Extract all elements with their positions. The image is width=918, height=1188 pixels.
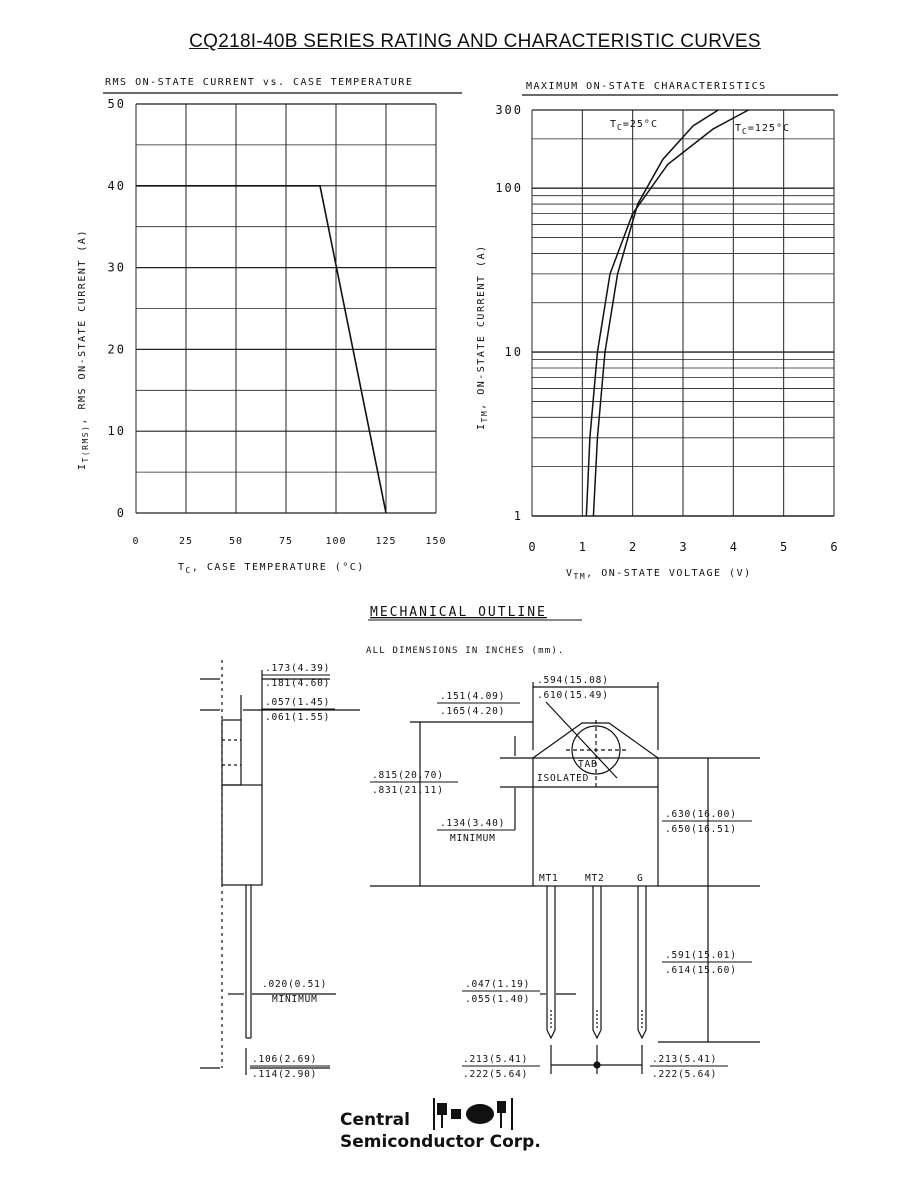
dim-lead-length-min: .591(15.01)	[665, 950, 737, 961]
logo-line2: Semiconductor Corp.	[340, 1132, 541, 1152]
dim-lead-thickness-label: MINIMUM	[272, 994, 318, 1005]
chart1-x-tick: 100	[325, 536, 347, 547]
page-title: CQ218I-40B SERIES RATING AND CHARACTERISTIC CURVES	[189, 31, 761, 52]
dim-pitch-right-max: .222(5.64)	[652, 1069, 718, 1080]
chart2-legend-125c: $T_C=125^\circ C$	[735, 123, 790, 136]
dim-body-height-min: .630(16.00)	[665, 809, 737, 820]
pin-mt2-label: MT2	[585, 873, 605, 884]
chart2-x-tick: 0	[528, 540, 536, 554]
company-logo	[340, 1092, 600, 1162]
chart1-x-tick: 25	[178, 536, 194, 547]
mechanical-heading: MECHANICAL OUTLINE	[370, 605, 547, 620]
chart2-xlabel: $V_{TM}$, ON-STATE VOLTAGE (V)	[566, 568, 752, 581]
dim-tab-min: .134(3.40)	[440, 818, 506, 829]
chart2-x-tick: 3	[679, 540, 687, 554]
dim-body-height-max: .650(16.51)	[665, 824, 737, 835]
dim-lead-width-max: .055(1.40)	[465, 994, 531, 1005]
chart1-title: RMS ON-STATE CURRENT vs. CASE TEMPERATURE	[105, 77, 414, 88]
dim-height-min: .815(20.70)	[372, 770, 444, 781]
chart2-grid	[532, 110, 834, 516]
chart1-y-tick: 30	[107, 260, 126, 275]
chart2-title: MAXIMUM ON-STATE CHARACTERISTICS	[526, 81, 767, 92]
front-view	[370, 682, 760, 1074]
mechanical-outline	[0, 590, 918, 1090]
dim-body-thickness-min: .173(4.39)	[265, 663, 331, 674]
chart2-series-25c	[593, 110, 718, 516]
chart2-ylabel: $I_{TM}$, ON-STATE CURRENT (A)	[476, 244, 489, 430]
dimension-labels	[252, 663, 737, 1080]
tab-label-line2: ISOLATED	[537, 773, 590, 784]
logo-emblem-icon	[428, 1092, 518, 1132]
chart1-y-tick: 10	[107, 424, 126, 439]
dim-hole-max: .165(4.20)	[440, 706, 506, 717]
dim-lead-width-min: .047(1.19)	[465, 979, 531, 990]
dim-tab-thickness-min: .057(1.45)	[265, 697, 331, 708]
chart1-y-tick: 20	[107, 342, 126, 357]
dim-width-max: .610(15.49)	[537, 690, 609, 701]
dim-lead-length-max: .614(15.60)	[665, 965, 737, 976]
dim-lead-offset-min: .106(2.69)	[252, 1054, 318, 1065]
chart1-ylabel: $I_{T(RMS)}$, RMS ON-STATE CURRENT (A)	[77, 229, 90, 470]
chart2-y-tick: 100	[495, 181, 523, 196]
chart2-y-tick: 1	[513, 509, 523, 523]
chart1-x-tick: 0	[132, 536, 140, 547]
pin-mt1-label: MT1	[539, 873, 559, 884]
chart-on-state	[0, 0, 918, 590]
chart2-x-tick: 4	[729, 540, 737, 554]
chart2-x-tick: 6	[830, 540, 838, 554]
chart2-x-tick: 5	[780, 540, 788, 554]
dim-pitch-left-max: .222(5.64)	[463, 1069, 529, 1080]
chart1-y-tick: 0	[116, 506, 126, 520]
chart1-x-tick: 50	[228, 536, 244, 547]
dim-tab-thickness-max: .061(1.55)	[265, 712, 331, 723]
chart1-x-tick: 125	[375, 536, 397, 547]
chart2-x-tick: 1	[578, 540, 586, 554]
logo-line1: Central	[340, 1110, 410, 1130]
dim-lead-thickness: .020(0.51)	[262, 979, 328, 990]
dim-pitch-left-min: .213(5.41)	[463, 1054, 529, 1065]
chart2-y-ticks	[495, 103, 523, 523]
pin-g-label: G	[637, 873, 644, 884]
chart1-x-tick: 150	[425, 536, 447, 547]
dim-height-max: .831(21.11)	[372, 785, 444, 796]
chart1-y-tick: 40	[107, 178, 126, 193]
dim-lead-offset-max: .114(2.90)	[252, 1069, 318, 1080]
chart2-y-tick: 300	[495, 103, 523, 117]
chart2-x-tick: 2	[629, 540, 637, 554]
dim-width-min: .594(15.08)	[537, 675, 609, 686]
chart2-legend-25c: $T_C=25^\circ C$	[610, 119, 658, 132]
chart2-y-tick: 10	[504, 345, 523, 360]
dim-tab-min-label: MINIMUM	[450, 833, 496, 844]
chart1-x-tick: 75	[278, 536, 294, 547]
dim-body-thickness-max: .181(4.60)	[265, 678, 331, 689]
dim-hole-min: .151(4.09)	[440, 691, 506, 702]
chart1-xlabel: $T_C$, CASE TEMPERATURE (°C)	[178, 562, 365, 575]
chart1-y-tick: 50	[107, 97, 126, 111]
tab-label-line1: TAB	[578, 759, 598, 770]
dimension-note: ALL DIMENSIONS IN INCHES (mm).	[366, 646, 565, 656]
chart2-x-ticks	[528, 540, 837, 554]
dim-pitch-right-min: .213(5.41)	[652, 1054, 718, 1065]
